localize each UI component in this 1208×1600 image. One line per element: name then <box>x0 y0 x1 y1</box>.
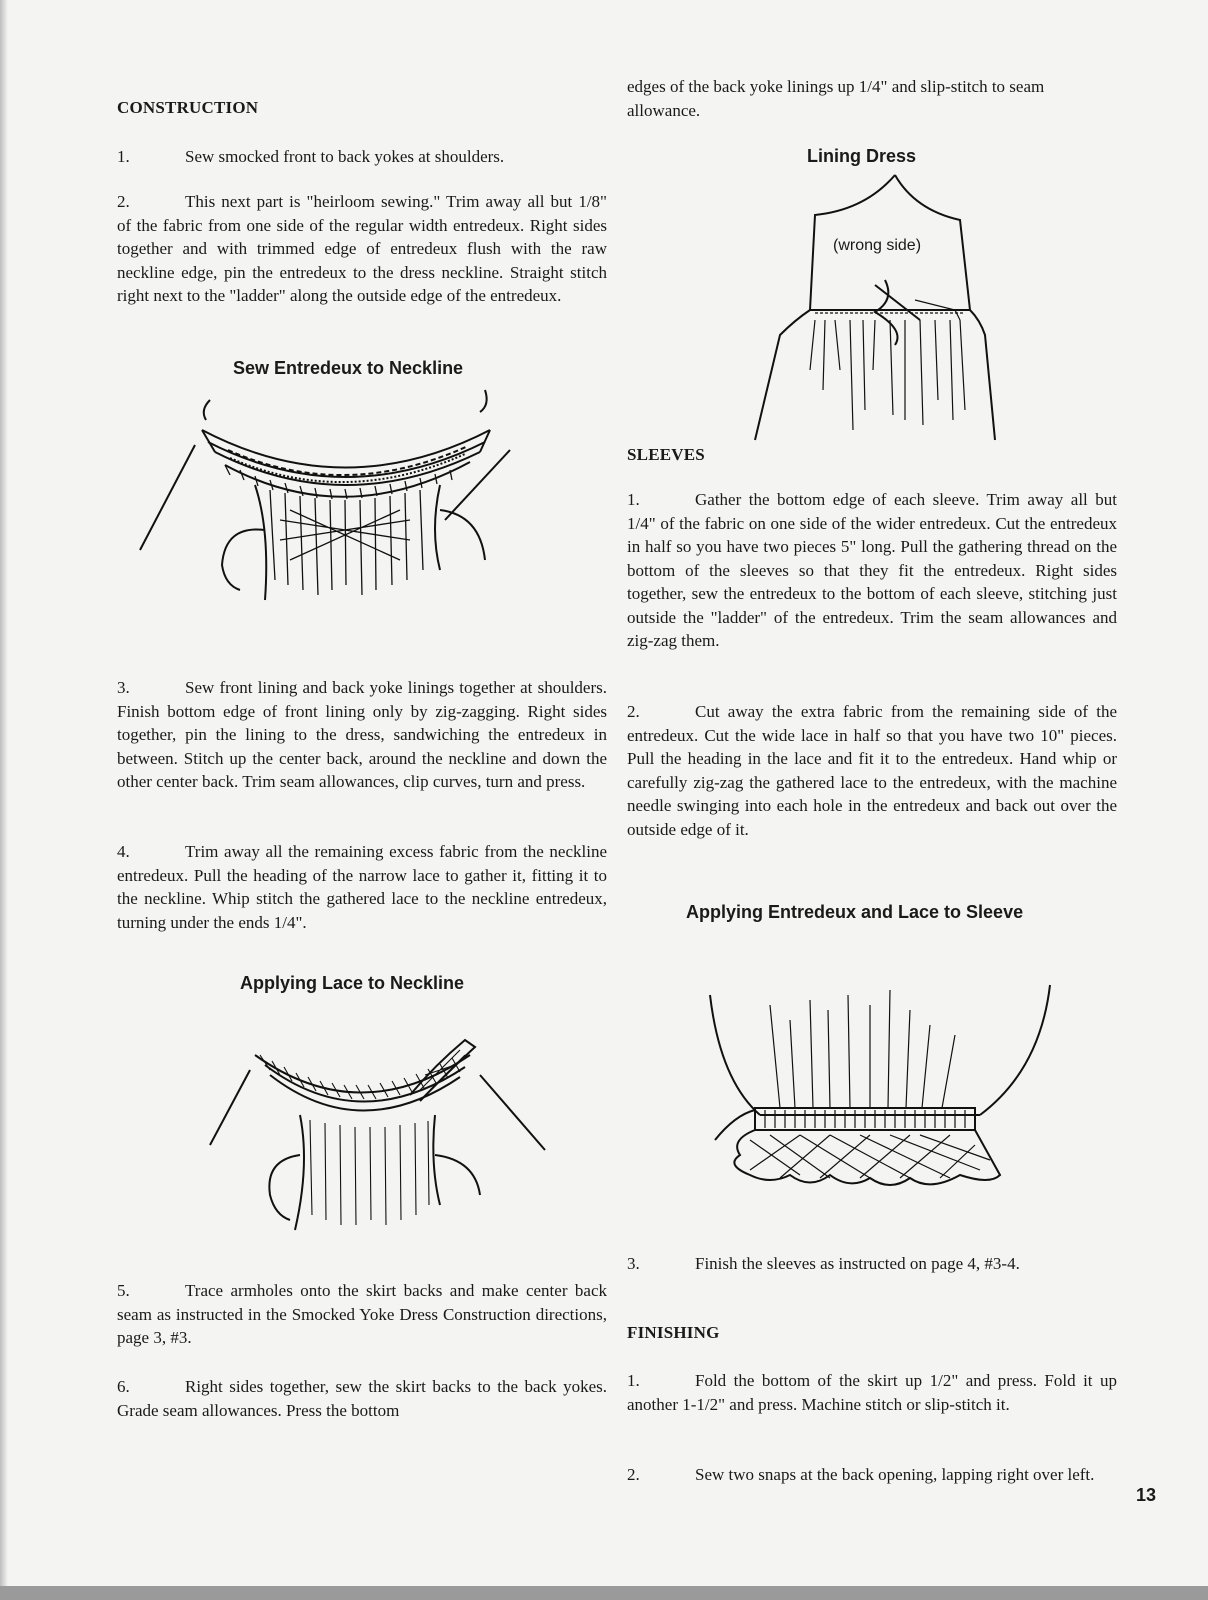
step-6-continued: edges of the back yoke linings up 1/4" and slip-stitch to seam allowance. <box>627 77 1045 120</box>
step-text: Finish the sleeves as instructed on page 4, #3-4. <box>695 1254 1020 1273</box>
step-text: Trace armholes onto the skirt backs and make center back seam as instructed in the Smocked Yoke Dress Construction directions, page 3, #3. <box>117 1281 607 1347</box>
step-2 <box>117 190 607 308</box>
figure-title-entredeux-lace-sleeve: Applying Entredeux and Lace to Sleeve <box>686 902 1024 922</box>
step-text: This next part is "heirloom sewing." Trim away all but 1/8" of the fabric from one side of the regular width entredeux. Right sides together and with trimmed edge of entredeux flush with the raw neckline edge, pin the entredeux to the dress neckline. Straight stitch right next to the "ladder" along the outside edge of the entredeux. <box>117 192 607 305</box>
step-3 <box>117 676 607 794</box>
scan-bottom-edge <box>0 1586 1208 1600</box>
step-5 <box>117 1279 607 1350</box>
step-text: Sew two snaps at the back opening, lapping right over left. <box>695 1465 1095 1484</box>
step-number: 3. <box>117 678 130 697</box>
sleeve-step-1 <box>627 488 1117 653</box>
step-1 <box>117 145 607 169</box>
figure-title-lining-dress: Lining Dress <box>807 146 917 166</box>
step-number: 4. <box>117 842 130 861</box>
step-text: Fold the bottom of the skirt up 1/2" and press. Fold it up another 1-1/2" and press. Machine stitch or slip-stitch it. <box>627 1371 1117 1414</box>
lace-neckline-illustration <box>210 1035 550 1235</box>
step-number: 1. <box>627 1371 640 1390</box>
step-6 <box>117 1375 607 1422</box>
step-number: 2. <box>627 1465 640 1484</box>
entredeux-neckline-illustration <box>140 390 520 620</box>
step-number: 6. <box>117 1377 130 1396</box>
step-text: Gather the bottom edge of each sleeve. Trim away all but 1/4" of the fabric on one side of the wider entredeux. Cut the entredeux in half so you have two pieces 5" long. Pull the gathering thread on the bottom of the sleeves so that they fit the entredeux. Right sides together, sew the entredeux to the bottom of each sleeve, stitching just outside the "ladder" of the entredeux. Trim the seam allowances and zig-zag them. <box>627 490 1117 650</box>
sleeve-lace-illustration <box>710 980 1050 1200</box>
construction-heading: CONSTRUCTION <box>117 98 259 117</box>
step-text: Right sides together, sew the skirt backs to the back yokes. Grade seam allowances. Press the bottom <box>117 1377 607 1420</box>
sleeve-step-3 <box>627 1252 1117 1276</box>
lining-dress-illustration <box>755 170 1005 450</box>
step-number: 1. <box>117 147 130 166</box>
step-number: 3. <box>627 1254 640 1273</box>
sleeves-heading: SLEEVES <box>627 445 705 464</box>
page-number: 13 <box>1135 1485 1156 1505</box>
step-number: 1. <box>627 490 640 509</box>
step-number: 2. <box>627 702 640 721</box>
step-number: 2. <box>117 192 130 211</box>
finishing-step-1 <box>627 1369 1117 1416</box>
step-number: 5. <box>117 1281 130 1300</box>
step-text: Sew front lining and back yoke linings together at shoulders. Finish bottom edge of front lining only by zig-zagging. Right sides together, pin the lining to the dress, sandwiching the entredeux in between. Stitch up the center back, around the neckline and down the other center back. Trim seam allowances, clip curves, turn and press. <box>117 678 607 791</box>
sleeve-step-2 <box>627 700 1117 841</box>
figure-title-lace-neckline: Applying Lace to Neckline <box>240 973 465 993</box>
scan-edge <box>0 0 8 1600</box>
step-text: Sew smocked front to back yokes at shoulders. <box>185 147 505 166</box>
figure-title-entredeux-neckline: Sew Entredeux to Neckline <box>233 358 464 378</box>
finishing-heading: FINISHING <box>627 1323 720 1342</box>
step-text: Cut away the extra fabric from the remaining side of the entredeux. Cut the wide lace in half so that you have two 10" pieces. Pull the heading in the lace and fit it to the entredeux. Hand whip or carefully zig-zag the gathered lace to the entredeux, with the machine needle swinging into each hole in the entredeux and back out over the outside edge of it. <box>627 702 1117 839</box>
wrong-side-label: (wrong side) <box>833 237 922 254</box>
step-4 <box>117 840 607 934</box>
step-text: Trim away all the remaining excess fabric from the neckline entredeux. Pull the heading of the narrow lace to gather it, fitting it to the neckline. Whip stitch the gathered lace to the neckline entredeux, turning under the ends 1/4". <box>117 842 607 932</box>
finishing-step-2 <box>627 1463 1117 1487</box>
